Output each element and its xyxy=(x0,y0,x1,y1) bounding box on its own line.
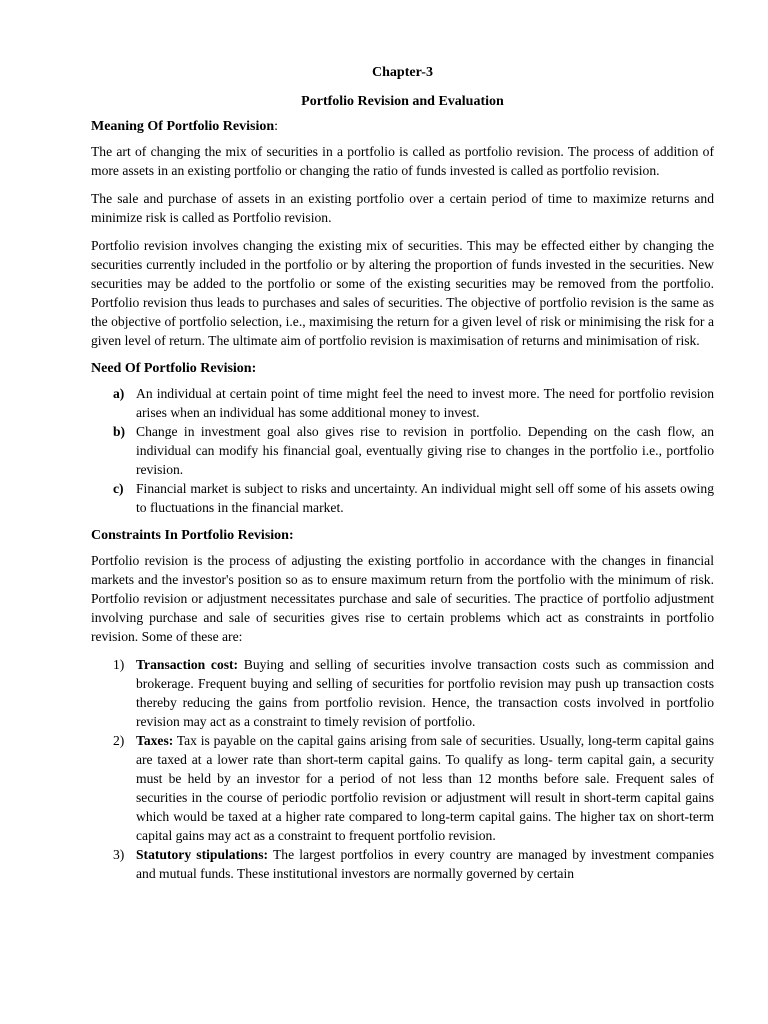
list-item-text: The largest portfolios in every country are managed by investment companies and mutual funds. These institutional investors are normally governed by certain xyxy=(136,847,714,881)
page-title: Portfolio Revision and Evaluation xyxy=(301,94,504,109)
need-heading: Need Of Portfolio Revision: xyxy=(91,361,257,376)
list-item-term: Transaction cost: xyxy=(136,657,239,672)
list-item-text: Financial market is subject to risks and uncertainty. An individual might sell off some of his assets owing to fluctuations in the financial market. xyxy=(136,481,714,515)
list-item-term: Taxes: xyxy=(136,733,174,748)
list-item xyxy=(91,384,714,422)
list-marker: b) xyxy=(113,424,126,439)
list-item-text: Change in investment goal also gives rise to revision in portfolio. Depending on the cash flow, an individual can modify his financial goal, eventually giving rise to changes in the portfolio i.e., portfolio revision. xyxy=(136,424,714,477)
meaning-heading-colon: : xyxy=(274,119,279,134)
need-list xyxy=(91,384,714,517)
list-item-text: Buying and selling of securities involve transaction costs such as commission and brokerage. Frequent buying and selling of securities for portfolio revision may push up transaction costs thereby reducing the gains from portfolio revision. Hence, the transaction costs involved in portfolio revision may act as a constraint to timely revision of portfolio. xyxy=(136,657,714,729)
list-marker: c) xyxy=(113,481,124,496)
list-item-term: Statutory stipulations: xyxy=(136,847,269,862)
meaning-paragraph-2: The sale and purchase of assets in an existing portfolio over a certain period of time to maximize returns and minimize risk is called as Portfolio revision. xyxy=(91,191,714,225)
constraints-intro: Portfolio revision is the process of adjusting the existing portfolio in accordance with the changes in financial markets and the investor's position so as to ensure maximum return from the portfolio with the minimum of risk. Portfolio revision or adjustment necessitates purchase and sale of securities. The practice of portfolio adjustment involving purchase and sale of securities gives rise to certain problems which act as constraints in portfolio revision. Some of these are: xyxy=(91,553,714,644)
chapter-label: Chapter-3 xyxy=(372,65,433,80)
list-marker: 1) xyxy=(113,657,125,672)
meaning-heading xyxy=(91,117,714,136)
document-body xyxy=(91,63,714,892)
list-item xyxy=(91,479,714,517)
list-item xyxy=(91,845,714,883)
list-marker: 3) xyxy=(113,847,125,862)
constraints-heading: Constraints In Portfolio Revision: xyxy=(91,528,294,543)
meaning-paragraph-3: Portfolio revision involves changing the existing mix of securities. This may be effected either by changing the securities currently included in the portfolio or by altering the proportion of funds invested in the securities. New securities may be added to the portfolio or some of the existing securities may be removed from the portfolio. Portfolio revision thus leads to purchases and sales of securities. The objective of portfolio revision is the same as the objective of portfolio selection, i.e., maximising the return for a given level of risk or minimising the risk for a given level of return. The ultimate aim of portfolio revision is maximisation of returns and minimisation of risk. xyxy=(91,238,714,348)
list-marker: a) xyxy=(113,386,125,401)
list-item xyxy=(91,422,714,479)
list-item-text: An individual at certain point of time might feel the need to invest more. The need for portfolio revision arises when an individual has some additional money to invest. xyxy=(136,386,714,420)
meaning-heading-text: Meaning Of Portfolio Revision xyxy=(91,119,275,134)
list-item xyxy=(91,655,714,731)
meaning-paragraph-1: The art of changing the mix of securities in a portfolio is called as portfolio revision. The process of addition of more assets in an existing portfolio or changing the ratio of funds invested is called as portfolio revision. xyxy=(91,144,714,178)
constraints-list xyxy=(91,655,714,883)
list-item xyxy=(91,731,714,845)
list-marker: 2) xyxy=(113,733,125,748)
list-item-text: Tax is payable on the capital gains arising from sale of securities. Usually, long-term capital gains are taxed at a lower rate than short-term capital gains. To qualify as long- term capital gain, a security must be held by an investor for a period of not less than 12 months before sale. Frequent sales of securities in the course of periodic portfolio revision or adjustment will result in short-term capital gains which would be taxed at a higher rate compared to long-term capital gains. The higher tax on short-term capital gains may act as a constraint to frequent portfolio revision. xyxy=(136,733,714,843)
